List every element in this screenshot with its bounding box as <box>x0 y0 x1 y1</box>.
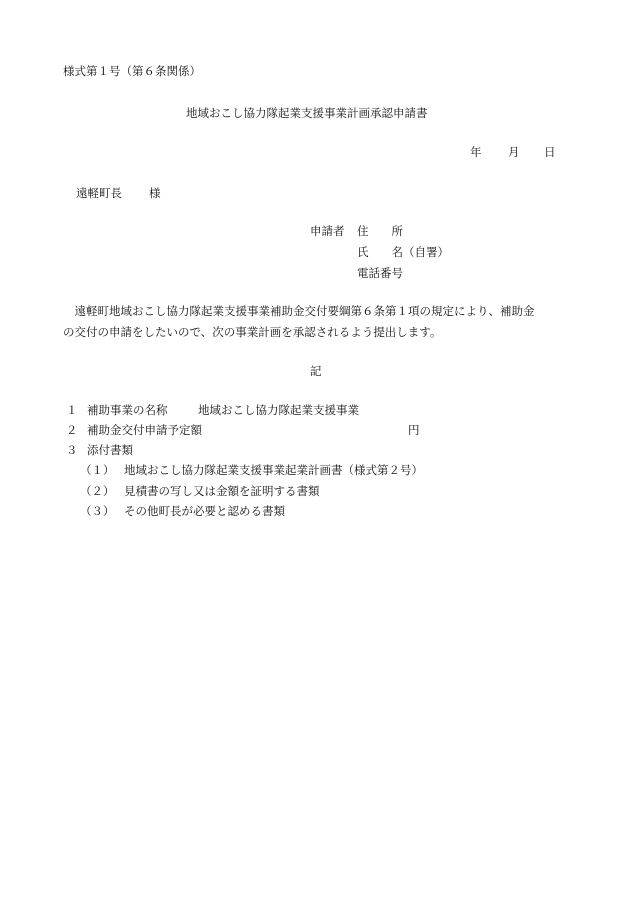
form-number: 様式第１号（第６条関係） <box>63 64 201 78</box>
item-3-label: 添付書類 <box>87 443 133 457</box>
attachment-1-text: 地域おこし協力隊起業支援事業起業計画書（様式第２号） <box>124 463 423 477</box>
attachment-1-number: （１） <box>80 463 115 477</box>
date-year: 年 <box>470 145 482 159</box>
applicant-phone-label: 電話番号 <box>357 266 403 280</box>
ki-heading: 記 <box>310 364 322 378</box>
date-day: 日 <box>544 145 556 159</box>
date-month: 月 <box>508 145 520 159</box>
attachment-2-number: （２） <box>80 484 115 498</box>
item-1-value: 地域おこし協力隊起業支援事業 <box>198 403 359 417</box>
applicant-address-label: 住 所 <box>357 224 403 238</box>
item-1-label: 補助事業の名称 <box>87 403 168 417</box>
addressee-name: 遠軽町長 <box>76 186 122 200</box>
applicant-label: 申請者 <box>310 224 345 238</box>
body-line-2: の交付の申請をしたいので、次の事業計画を承認されるよう提出します。 <box>63 325 442 339</box>
addressee-honorific: 様 <box>149 186 161 200</box>
document-title: 地域おこし協力隊起業支援事業計画承認申請書 <box>186 106 428 120</box>
item-1-number: １ <box>66 403 78 417</box>
attachment-2-text: 見積書の写し又は金額を証明する書類 <box>124 484 320 498</box>
body-line-1: 遠軽町地域おこし協力隊起業支援事業補助金交付要綱第６条第１項の規定により、補助金 <box>63 304 535 318</box>
item-2-number: ２ <box>66 423 78 437</box>
item-3-number: ３ <box>66 443 78 457</box>
item-2-unit: 円 <box>408 423 420 437</box>
item-2-label: 補助金交付申請予定額 <box>87 423 202 437</box>
attachment-3-text: その他町長が必要と認める書類 <box>124 504 285 518</box>
attachment-3-number: （３） <box>80 504 115 518</box>
applicant-name-label: 氏 名（自署） <box>357 245 449 259</box>
